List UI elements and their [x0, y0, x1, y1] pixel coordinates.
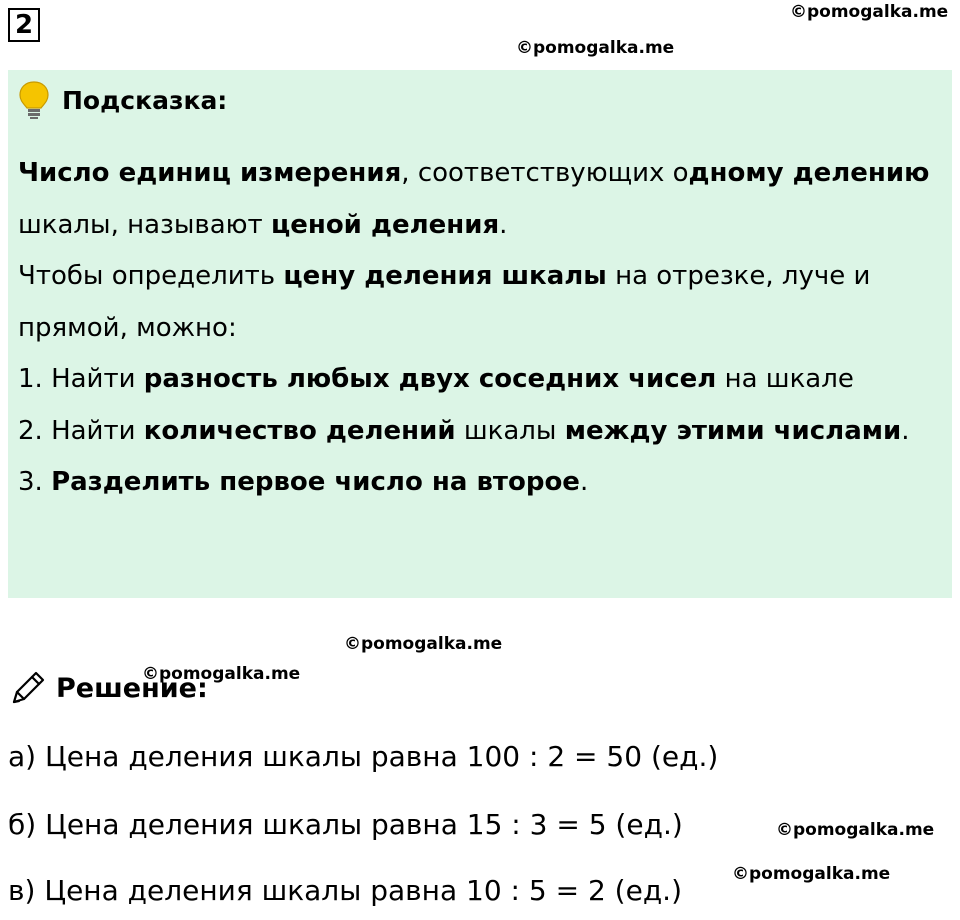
hint-term: количество делений — [143, 415, 456, 446]
hint-text — [18, 148, 948, 509]
answer-a: а) Цена деления шкалы равна 100 : 2 = 50 (ед.) — [8, 740, 719, 773]
hint-paragraph — [18, 251, 948, 354]
hint-term: дному делению — [688, 158, 930, 188]
answer-c: в) Цена деления шкалы равна 10 : 5 = 2 (ед.) — [8, 874, 682, 907]
watermark: ©pomogalka.me — [516, 38, 675, 58]
pencil-icon — [8, 668, 48, 708]
hint-step — [18, 457, 948, 509]
hint-fragment: . — [579, 467, 589, 497]
hint-term: цену деления шкалы — [283, 261, 607, 291]
hint-fragment: , соответствующих о — [401, 158, 689, 188]
hint-fragment: на шкале — [716, 364, 854, 394]
hint-term: Число единиц измерения — [18, 158, 402, 188]
task-number-badge: 2 — [8, 8, 40, 42]
hint-fragment: 2. Найти — [18, 415, 144, 446]
solution-header — [8, 668, 208, 708]
hint-fragment: 3. — [18, 467, 52, 497]
watermark: ©pomogalka.me — [142, 664, 301, 684]
hint-fragment: на отрезке, луче и прямой, можно: — [18, 261, 871, 343]
answer-b: б) Цена деления шкалы равна 15 : 3 = 5 (ед.) — [8, 808, 683, 841]
hint-fragment: шкалы, называют — [18, 209, 271, 240]
hint-term: Разделить первое число на второе — [51, 467, 580, 497]
hint-step — [18, 354, 948, 406]
hint-header — [18, 80, 227, 120]
watermark: ©pomogalka.me — [790, 2, 949, 22]
hint-term: ценой деления — [270, 209, 500, 240]
hint-fragment: Чтобы определить — [18, 261, 284, 291]
hint-term: разность любых двух соседних чисел — [143, 364, 717, 394]
hint-paragraph — [18, 148, 948, 251]
watermark: ©pomogalka.me — [776, 820, 935, 840]
hint-step — [18, 406, 948, 458]
hint-fragment: шкалы — [455, 415, 565, 446]
watermark: ©pomogalka.me — [344, 634, 503, 654]
hint-fragment: . — [499, 209, 508, 240]
hint-fragment: . — [901, 415, 910, 446]
hint-fragment: 1. Найти — [18, 364, 144, 394]
lightbulb-icon — [18, 80, 50, 120]
hint-box — [8, 70, 952, 598]
hint-term: между этими числами — [564, 415, 902, 446]
watermark: ©pomogalka.me — [732, 864, 891, 884]
hint-title: Подсказка: — [62, 85, 228, 115]
solution-title: Решение: — [56, 672, 208, 704]
